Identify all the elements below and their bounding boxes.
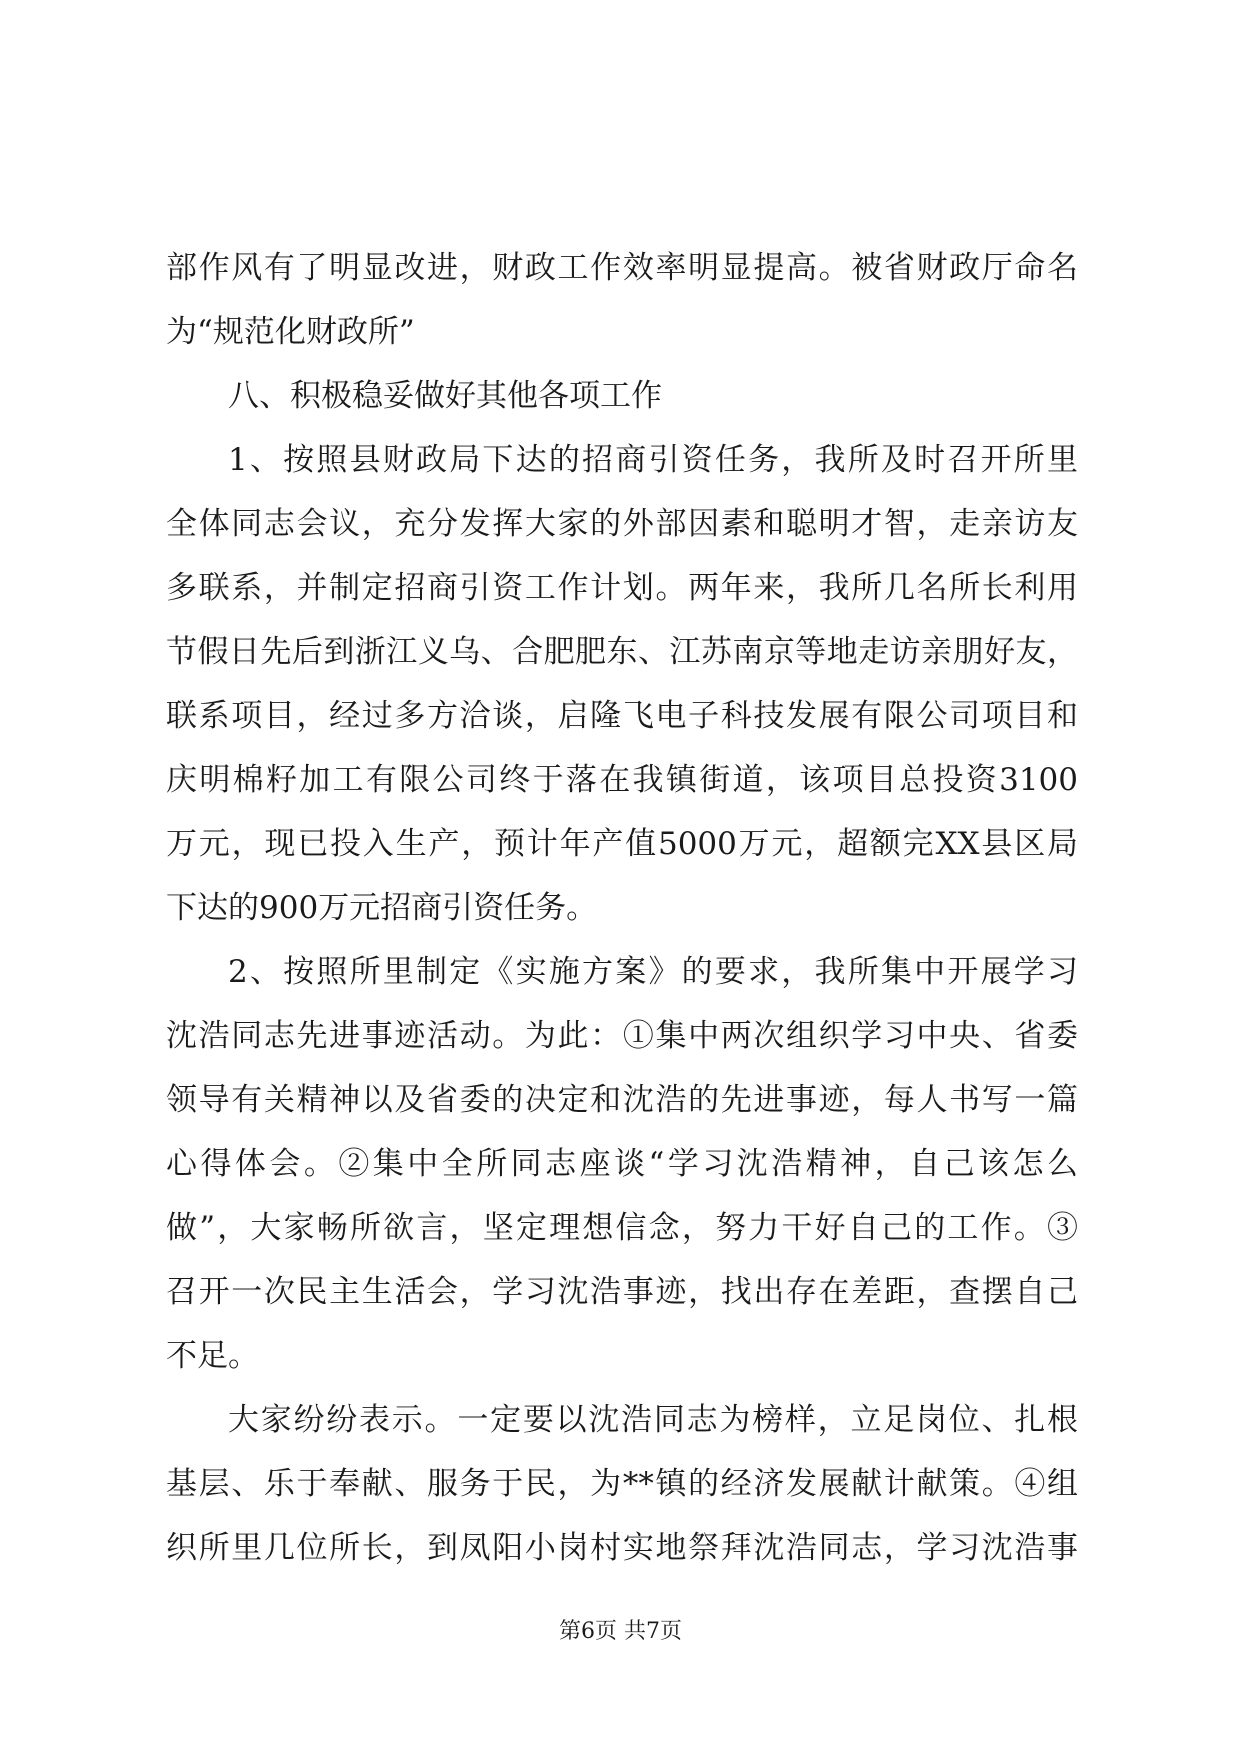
text-line: 1、按照县财政局下达的招商引资任务，我所及时召开所里 (228, 442, 1078, 478)
text-line: 八、积极稳妥做好其他各项工作 (228, 378, 662, 414)
text-line: 部作风有了明显改进，财政工作效率明显提高。被省财政厅命名 (166, 250, 1078, 286)
text-line: 基层、乐于奉献、服务于民，为**镇的经济发展献计献策。④组 (166, 1466, 1078, 1502)
text-line: 庆明棉籽加工有限公司终于落在我镇街道，该项目总投资3100 (166, 762, 1078, 798)
text-line: 下达的900万元招商引资任务。 (166, 890, 598, 926)
document-body (166, 236, 1078, 1580)
text-line: 召开一次民主生活会，学习沈浩事迹，找出存在差距，查摆自己 (166, 1274, 1078, 1310)
text-line: 多联系，并制定招商引资工作计划。两年来，我所几名所长利用 (166, 570, 1078, 606)
text-line: 大家纷纷表示。一定要以沈浩同志为榜样，立足岗位、扎根 (228, 1402, 1078, 1438)
text-line: 不足。 (166, 1338, 259, 1374)
page-footer: 第6页 共7页 (559, 1619, 682, 1644)
text-line: 沈浩同志先进事迹活动。为此：①集中两次组织学习中央、省委 (166, 1018, 1078, 1054)
text-line: 节假日先后到浙江义乌、合肥肥东、江苏南京等地走访亲朋好友， (166, 634, 1078, 670)
text-line: 心得体会。②集中全所同志座谈“学习沈浩精神，自己该怎么 (166, 1146, 1078, 1182)
text-line: 织所里几位所长，到凤阳小岗村实地祭拜沈浩同志，学习沈浩事 (166, 1530, 1078, 1566)
text-line: 万元，现已投入生产，预计年产值5000万元，超额完XX县区局 (166, 826, 1078, 862)
text-line: 做”，大家畅所欲言，坚定理想信念，努力干好自己的工作。③ (166, 1210, 1078, 1246)
text-line: 全体同志会议，充分发挥大家的外部因素和聪明才智，走亲访友 (166, 506, 1078, 542)
text-line: 联系项目，经过多方洽谈，启隆飞电子科技发展有限公司项目和 (166, 698, 1078, 734)
text-line: 为“规范化财政所” (166, 314, 415, 350)
text-line: 2、按照所里制定《实施方案》的要求，我所集中开展学习 (228, 954, 1078, 990)
text-line: 领导有关精神以及省委的决定和沈浩的先进事迹，每人书写一篇 (166, 1082, 1078, 1118)
